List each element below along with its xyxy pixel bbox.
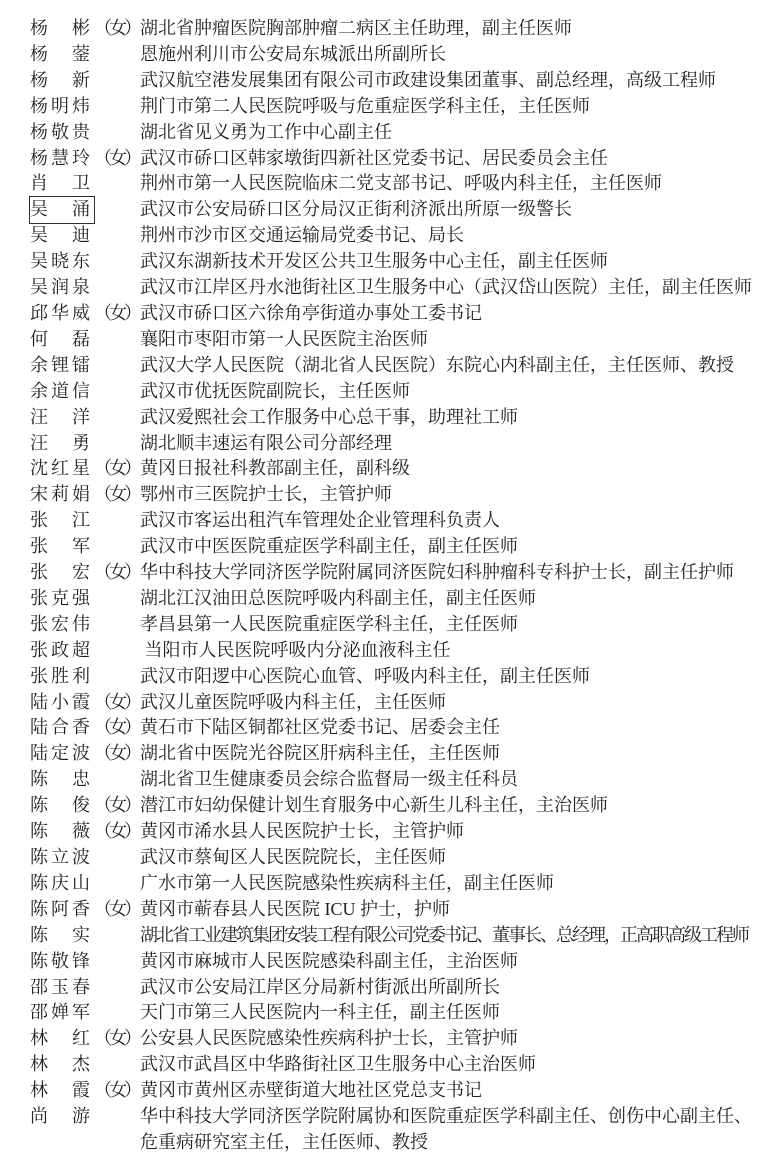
- list-item: [30, 534, 781, 560]
- person-name: 余锂镭: [30, 354, 93, 375]
- person-name: 林 红: [30, 1028, 93, 1049]
- person-title: 武汉市中医医院重症医学科副主任，副主任医师: [140, 536, 518, 557]
- list-item: [30, 353, 781, 379]
- person-name: 汪 勇: [30, 432, 93, 453]
- person-name: 陈 薇: [30, 821, 93, 842]
- person-name: 杨 新: [30, 69, 93, 90]
- person-name: 张 军: [30, 536, 93, 557]
- person-title: 黄冈日报社科教部副主任，副科级: [140, 458, 410, 479]
- list-item: [30, 1026, 781, 1052]
- person-title: 湖北省中医院光谷院区肝病科主任，主任医师: [140, 743, 500, 764]
- gender-label: （女）: [94, 562, 139, 583]
- person-title: 黄石市下陆区铜都社区党委书记、居委会主任: [140, 717, 500, 738]
- list-item: [30, 94, 781, 120]
- list-item: [30, 120, 781, 146]
- person-title: 黄冈市麻城市人民医院感染科副主任，主治医师: [140, 950, 518, 971]
- list-item: [30, 871, 781, 897]
- gender-label: （女）: [94, 691, 139, 712]
- person-title: 当阳市人民医院呼吸内分泌血液科主任: [140, 639, 451, 660]
- person-name: 杨 蓥: [30, 43, 93, 64]
- person-title: 天门市第三人民医院内一科主任，副主任医师: [140, 1002, 500, 1023]
- list-item: [30, 16, 781, 42]
- list-item: [30, 249, 781, 275]
- list-item: [30, 171, 781, 197]
- person-name: 杨 彬: [30, 18, 93, 38]
- person-name: 杨慧玲: [30, 147, 93, 168]
- list-item: [30, 508, 781, 534]
- list-item: [30, 146, 781, 172]
- person-title: 荆州市沙市区交通运输局党委书记、局长: [140, 225, 464, 246]
- person-name: 杨敬贵: [30, 121, 93, 142]
- list-item: [30, 897, 781, 923]
- person-name: 陈立波: [30, 847, 93, 867]
- person-name: 陈 忠: [30, 769, 93, 790]
- person-name: 陈 实: [30, 924, 93, 945]
- person-name: 吴 涌: [30, 197, 94, 223]
- list-item: [30, 949, 781, 975]
- list-item: [30, 560, 781, 586]
- list-item: [30, 223, 781, 249]
- list-item: [30, 612, 781, 638]
- gender-label: （女）: [94, 458, 139, 479]
- list-item: [30, 586, 781, 612]
- person-title: 湖北省卫生健康委员会综合监督局一级主任科员: [140, 769, 518, 790]
- list-item: [30, 197, 781, 223]
- list-item: [30, 1078, 781, 1104]
- person-name: 陈庆山: [30, 872, 93, 893]
- person-name: 张胜利: [30, 665, 93, 686]
- award-list: [30, 16, 781, 1156]
- list-item: [30, 664, 781, 690]
- person-title: 广水市第一人民医院感染性疾病科主任，副主任医师: [140, 872, 554, 893]
- person-name: 余道信: [30, 380, 93, 401]
- person-title: 武汉市客运出租汽车管理处企业管理科负责人: [140, 510, 500, 531]
- person-title: 武汉市公安局江岸区分局新村街派出所副所长: [140, 976, 500, 997]
- list-item: [30, 638, 781, 664]
- person-name: 陈敬锋: [30, 950, 93, 971]
- person-title: 武汉市公安局硚口区分局汉正街利济派出所原一级警长: [140, 199, 572, 220]
- person-title: 湖北江汉油田总医院呼吸内科副主任，副主任医师: [140, 587, 536, 608]
- list-item: [30, 819, 781, 845]
- person-title: 荆门市第二人民医院呼吸与危重症医学科主任，主任医师: [140, 95, 590, 116]
- gender-label: （女）: [94, 147, 139, 168]
- person-title: 恩施州利川市公安局东城派出所副所长: [140, 43, 446, 64]
- list-item: [30, 923, 781, 949]
- person-name: 邵婵军: [30, 1002, 93, 1023]
- person-name: 林 杰: [30, 1054, 93, 1075]
- person-name: 张克强: [30, 587, 93, 608]
- gender-label: （女）: [94, 717, 139, 738]
- person-name: 吴润泉: [30, 277, 93, 298]
- person-title: 武汉市江岸区丹水池街社区卫生服务中心（武汉岱山医院）主任，副主任医师: [140, 277, 752, 298]
- list-item: [30, 741, 781, 767]
- gender-label: （女）: [94, 1028, 139, 1049]
- person-title: 潜江市妇幼保健计划生育服务中心新生儿科主任，主治医师: [140, 795, 608, 816]
- person-title: 武汉大学人民医院（湖北省人民医院）东院心内科副主任，主任医师、教授: [140, 354, 734, 375]
- person-title: 鄂州市三医院护士长，主管护师: [140, 484, 392, 505]
- person-title: 荆州市第一人民医院临床二党支部书记、呼吸内科主任，主任医师: [140, 173, 662, 194]
- list-item: [30, 975, 781, 1001]
- gender-label: （女）: [94, 484, 139, 505]
- person-title: 武汉东湖新技术开发区公共卫生服务中心主任，副主任医师: [140, 251, 608, 272]
- person-title: 武汉市硚口区韩家墩街四新社区党委书记、居民委员会主任: [140, 147, 608, 168]
- person-title: 华中科技大学同济医学院附属协和医院重症医学科副主任、创伤中心副主任、危重病研究室主任，主任医师、教授: [140, 1106, 752, 1152]
- list-item: [30, 379, 781, 405]
- list-item: [30, 767, 781, 793]
- person-name: 陆合香: [30, 717, 93, 738]
- person-name: 尚 游: [30, 1106, 93, 1127]
- person-title: 武汉市武昌区中华路街社区卫生服务中心主治医师: [140, 1054, 536, 1075]
- list-item: [30, 275, 781, 301]
- person-name: 张 江: [30, 510, 93, 531]
- person-title: 黄冈市蕲春县人民医院 ICU 护士，护师: [140, 898, 450, 919]
- person-title: 湖北省见义勇为工作中心副主任: [140, 121, 392, 142]
- list-item: [30, 793, 781, 819]
- list-item: [30, 1104, 781, 1156]
- person-title: 湖北省工业建筑集团安装工程有限公司党委书记、董事长、总经理，正高职高级工程师: [140, 924, 748, 945]
- person-title: 武汉儿童医院呼吸内科主任，主任医师: [140, 691, 446, 712]
- person-title: 武汉市优抚医院副院长，主任医师: [140, 380, 410, 401]
- person-name: 肖 卫: [30, 173, 93, 194]
- list-item: [30, 42, 781, 68]
- person-name: 杨明炜: [30, 95, 93, 116]
- person-name: 汪 洋: [30, 406, 93, 427]
- person-name: 吴晓东: [30, 251, 93, 272]
- list-item: [30, 431, 781, 457]
- person-title: 武汉市硚口区六徐角亭街道办事处工委书记: [140, 302, 482, 323]
- person-title: 武汉航空港发展集团有限公司市政建设集团董事、副总经理，高级工程师: [140, 69, 716, 90]
- person-name: 林 霞: [30, 1080, 93, 1101]
- list-item: [30, 690, 781, 716]
- person-title: 孝昌县第一人民医院重症医学科主任，主任医师: [140, 613, 518, 634]
- person-name: 陆小霞: [30, 691, 93, 712]
- list-item: [30, 456, 781, 482]
- list-item: [30, 845, 781, 871]
- person-title: 武汉市蔡甸区人民医院院长，主任医师: [140, 847, 446, 867]
- person-title: 湖北顺丰速运有限公司分部经理: [140, 432, 392, 453]
- list-item: [30, 715, 781, 741]
- gender-label: （女）: [94, 302, 139, 323]
- person-name: 邵玉春: [30, 976, 93, 997]
- person-title: 武汉爱熙社会工作服务中心总干事，助理社工师: [140, 406, 518, 427]
- list-item: [30, 1052, 781, 1078]
- person-title: 黄冈市浠水县人民医院护士长，主管护师: [140, 821, 464, 842]
- person-name: 邱华威: [30, 302, 93, 323]
- list-item: [30, 301, 781, 327]
- person-name: 宋莉娟: [30, 484, 93, 505]
- list-item: [30, 405, 781, 431]
- gender-label: （女）: [94, 743, 139, 764]
- person-name: 吴 迪: [30, 225, 93, 246]
- person-name: 张宏伟: [30, 613, 93, 634]
- gender-label: （女）: [94, 821, 139, 842]
- person-name: 张政超: [30, 639, 93, 660]
- person-title: 公安县人民医院感染性疾病科护士长，主管护师: [140, 1028, 518, 1049]
- list-item: [30, 482, 781, 508]
- list-item: [30, 68, 781, 94]
- gender-label: （女）: [94, 18, 139, 38]
- person-name: 张 宏: [30, 562, 93, 583]
- person-title: 襄阳市枣阳市第一人民医院主治医师: [140, 328, 428, 349]
- person-name: 何 磊: [30, 328, 93, 349]
- person-name: 陈 俊: [30, 795, 93, 816]
- gender-label: （女）: [94, 898, 139, 919]
- person-title: 武汉市阳逻中心医院心血管、呼吸内科主任，副主任医师: [140, 665, 590, 686]
- person-title: 华中科技大学同济医学院附属同济医院妇科肿瘤科专科护士长，副主任护师: [140, 562, 734, 583]
- list-item: [30, 327, 781, 353]
- person-title: 黄冈市黄州区赤壁街道大地社区党总支书记: [140, 1080, 482, 1101]
- person-title: 湖北省肿瘤医院胸部肿瘤二病区主任助理，副主任医师: [140, 18, 572, 38]
- person-name: 陈阿香: [30, 898, 93, 919]
- gender-label: （女）: [94, 1080, 139, 1101]
- list-item: [30, 1000, 781, 1026]
- person-name: 陆定波: [30, 743, 93, 764]
- person-name: 沈红星: [30, 458, 93, 479]
- gender-label: （女）: [94, 795, 139, 816]
